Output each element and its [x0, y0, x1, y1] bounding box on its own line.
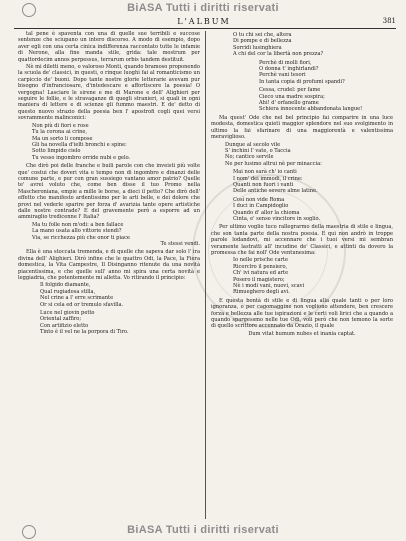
verse-line: Perchè vani tesori: [259, 72, 306, 79]
verse-line: Quando d' allor la chioma: [233, 209, 300, 216]
verse-line: Or si cela ed or tremulo sfavilla.: [40, 301, 124, 308]
verse-line: Ne per lusimo altrui nè per minaccia:: [225, 160, 322, 167]
verse-stanza: [18, 310, 200, 336]
verse-line: La mano usata allo vittorie stendi?: [32, 228, 122, 235]
verse-line: S' inchini l' vate, o Taccia: [225, 147, 291, 154]
verse-stanza: [18, 222, 200, 248]
verse-line: Di pompe e di bellezza: [233, 38, 292, 45]
verse-line: Te stessi vendi.: [160, 241, 200, 247]
verse-line: Quanti non fuori i vanti: [233, 181, 294, 188]
paragraph: Ma quest' Ode che nel bel principio fai comparire in una luce modesta, domestica quieti maggior splendore nel suo svolgimento in ultimo la fai sfarinare di una maggiorentà e valentissima meraviglioso.: [211, 114, 393, 141]
verse-line: O donna t' inghirlandi?: [259, 66, 319, 73]
verse-line: Perchè di molli fiori,: [259, 59, 312, 66]
verse-line: A chi del cor la libertà non prezza?: [233, 51, 324, 58]
verse-line: Io nelle prische carte: [233, 257, 288, 264]
journal-title: L'ALBUM: [177, 17, 231, 26]
column-divider: [205, 31, 206, 519]
verse-line: Sorridi lusinghiera: [233, 44, 282, 51]
verse-line: Ma tu folle non m'odi: a ben fallace: [32, 221, 124, 228]
verse-stanza: [18, 123, 200, 161]
verse-line: Ahi! d' orfanello grame: [259, 100, 319, 107]
paragraph: Ella è una stoccata tremenda, e di quelle che sapeva dar solo l' ira divina dell' Alighieri. Dirò infine che le quattro Odi, la Pace, la Fiera domestica, la Vita Campestre, Il Disinganno ritenute da una novità piacentissima, e che quelle sull' anno mi spira una certa novità e leggiadria, che potentemente mi alletta. Vo ritirando il principio:: [18, 249, 200, 282]
page-header: [14, 16, 396, 29]
verse-line: Tu la corona ai crine,: [32, 129, 88, 136]
watermark-bottom: BiASA Tutti i diritti riservati: [127, 524, 279, 536]
verse-line: Cinta, e' senso vincitore in soglio.: [233, 215, 321, 222]
verse-line: I nom' dei immodi, il crine:: [233, 175, 303, 182]
verse-line: Con artifizio eletto: [40, 322, 89, 329]
right-column: [211, 31, 393, 337]
verse-line: Gli ha novella d'ielti bronchi e spine:: [32, 141, 127, 148]
watermark-top: BiASA Tutti i diritti riservati: [127, 2, 279, 14]
verse-line: Così non vide Roma: [233, 196, 285, 203]
page-number: 381: [382, 17, 396, 25]
verse-stanza: [211, 60, 393, 86]
verse-line: Cessa, crudel: per fame: [259, 87, 321, 94]
paragraph: Per ultimo voglio tuco rallegrarmo della maestria di stile e lingua, che son tanta parte della nostra poesia. E qui non andrò in troppe parole lodandovi, mi accennare che i tuoi versi mi sembran veramente lastratti all' incudine de' Classici, e attinti da dovero la promessa che fai noll' Ode ventunesima:: [211, 224, 393, 256]
verse-stanza: [211, 257, 393, 295]
verse-stanza: [211, 169, 393, 195]
verse-line: Qual rugiadosa stilla,: [40, 288, 96, 295]
verse-stanza: [18, 282, 200, 308]
verse-line: Non più di fiori e rose: [32, 122, 89, 129]
paragraph: tal pene è spaventa con una di quelle sue terribili e succose sentenze che sciupano un intero discorso. A modo di esempio, dopo aver egli con una certa cinica indifferenza raccontato tutte le infamie di Nerone, alla fine manda stile, grida: tale mostrum per quattordecim annos perpessus, terrarum orbis tandem destituit.: [18, 31, 200, 63]
latin-quote: Dum vitat humum nubes et inania captat.: [248, 330, 356, 337]
paragraph: E questa bontà di stile e di lingua alla quale tanti o per loro ignoranza, o per cagomaggine non vogliono attendere, ben crescere forza e bellezza alle tue ispirazioni e le certi voli lirici che a quando a quando spargessmo nelle tue Odi, voli però che non temono la sorte di quello scrittore accennato da Orazio, il quale: [211, 297, 393, 330]
verse-stanza: [211, 142, 393, 168]
left-column: [18, 31, 200, 338]
verse-line: Cieco una madre sospira;: [259, 93, 325, 100]
verse-line: I duci in Campidoglio: [233, 203, 289, 210]
verse-line: O tu chi sei che, altera: [233, 32, 292, 38]
verse-line: Nè i modi vani, nuovi, scavi: [233, 283, 305, 290]
verse-line: No; cantico servile: [225, 154, 274, 161]
paragraph: Nè mi diletti meno, o valoroso Monti, quando bramoso proponendo la scuola de' classici, in questi, o rinque luoghi fai al romanticismo un carpiccio de' buoni. Dopo tante nostre glorie letterarie avevam pur bisogno d'infranciosare, d'intedescare e affortiscere la poesia! O vergogna! Lasciare le sirene e me di Marone e dell' Alighieri per seguire le follie, e le stravaganze di quegli stranieri, si quali in ogni maniera di lettere e di scienze gli fummo maestri. E de' detto di questo nuovo strazio della poesia ben l' apostrofi cogli quei versi sovrammente malinconici:: [18, 64, 200, 122]
verse-line: Ricerclro il pensiero,: [233, 263, 288, 270]
verse-line: Il folgido diamante,: [40, 282, 91, 289]
verse-line: Mai non sarà ch' io canti: [233, 169, 297, 176]
verse-line: Sotto limpido cielo: [32, 148, 81, 155]
paragraph: Che dirò poi delle franche e buili parole con che inveisti più volte que' costui che doveri vita e tempo non di ingombro e dinanzi delle comune parte, e pur con gran sussiego vantano amor patrio? Quelle te' avrei voluto che, come ben disse il tuo Promo nella Mascheroniana, empie a mille le borse, a dieci il petto? Che dirò dell' effetto che manifesto ardentissimo per le arti belle, e dei dolore che provi nel vederle sparire per forza d' avarizia tante opere artistiche dalle nostre contrade? E del gravemente però a esporre ad un ammiraglio tredicenne l' Italia?: [18, 163, 200, 221]
verse-line: Posero il magistero;: [233, 276, 285, 283]
verse-line: Tinto è il vel ne la porpora di Tiro.: [40, 329, 129, 336]
verse-line: Ma un sorto li compose: [32, 135, 93, 142]
verse-line: Delle antiche severe alme latine.: [233, 188, 318, 195]
verse-stanza: [211, 32, 393, 58]
verse-stanza: [211, 197, 393, 223]
verse-line: Dunque al secolo vile: [225, 141, 281, 148]
verse-line: In tanta copia di profumi spandi?: [259, 78, 345, 85]
verse-line: Via, se ricchezza più che onor ti piace: [32, 234, 130, 241]
document-page: [14, 14, 396, 520]
verse-line: Schiera innocente abbandonata langue!: [259, 106, 363, 113]
verse-line: Ch' ivi natura ed arte: [233, 270, 289, 277]
verse-line: Oriental zaffiro;: [40, 316, 82, 323]
verse-line: Rimueghero degli avi.: [233, 289, 290, 296]
verse-line: Tu vesso ingombro orride nubi e gelo.: [32, 154, 131, 161]
verse-stanza: [211, 87, 393, 113]
verse-line: Luce nel giovin petto: [40, 310, 95, 317]
verse-line: Nel crine a l' erre scrimante: [40, 295, 114, 302]
